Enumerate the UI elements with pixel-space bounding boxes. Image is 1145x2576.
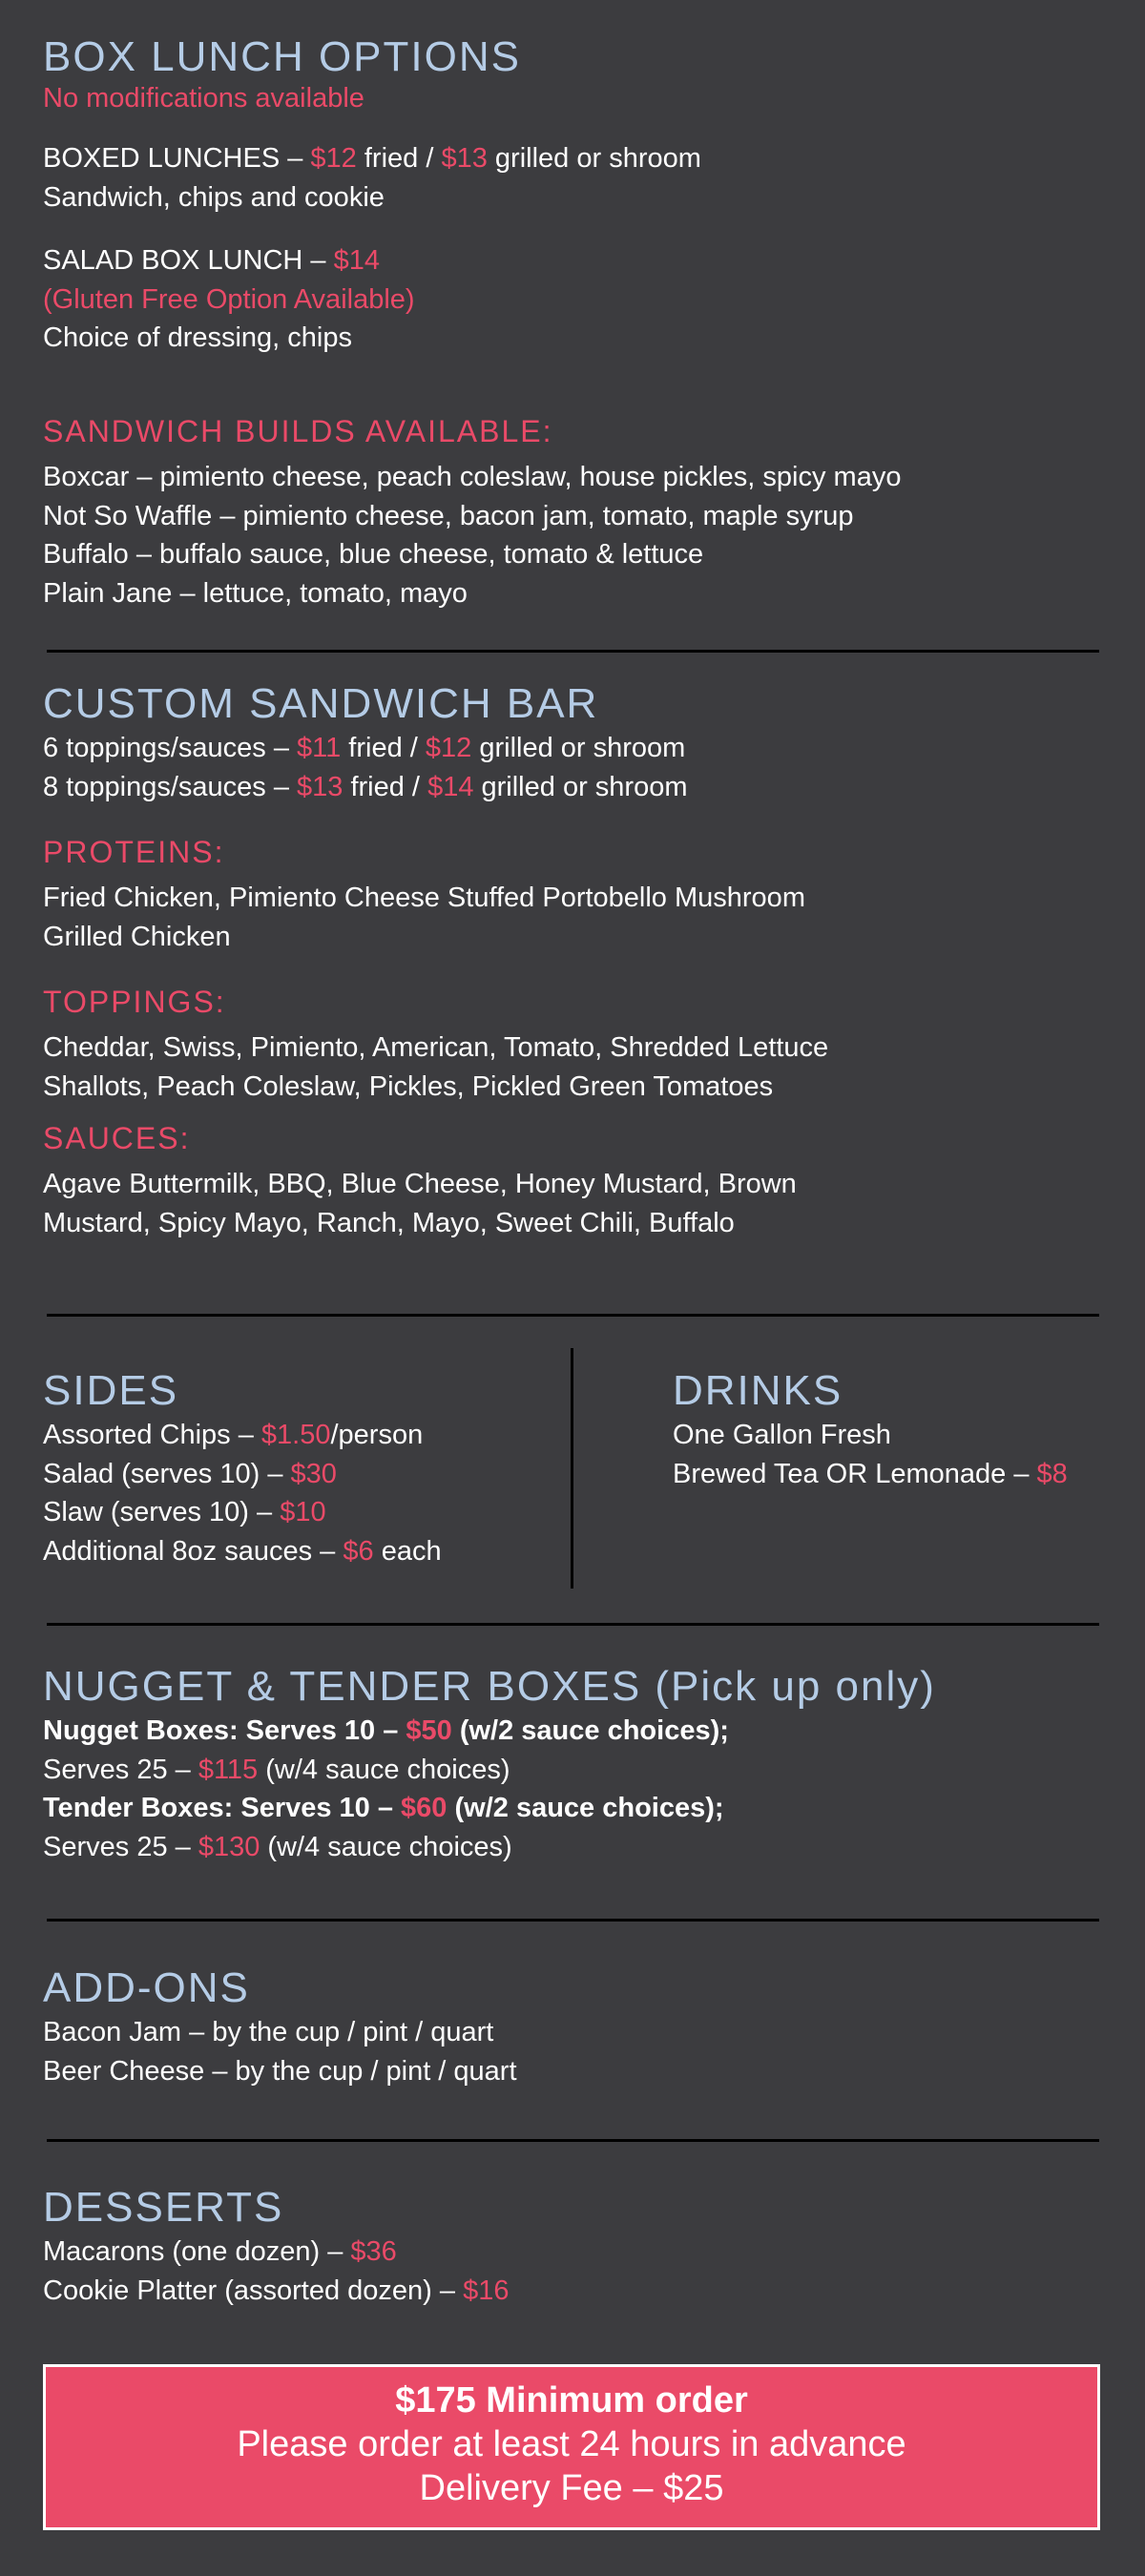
protein-line: Grilled Chicken (43, 921, 231, 952)
build-item: Plain Jane – lettuce, tomato, mayo (43, 577, 468, 609)
boxed-lunches-line: BOXED LUNCHES – $12 fried / $13 grilled or shroom (43, 143, 701, 174)
eight-toppings-line: 8 toppings/sauces – $13 fried / $14 grilled or shroom (43, 771, 688, 802)
divider (47, 1623, 1099, 1626)
proteins-title: PROTEINS: (43, 835, 225, 869)
nugget-tender-section (43, 1662, 936, 1866)
drinks-line: Brewed Tea OR Lemonade – $8 (673, 1458, 1068, 1489)
custom-sandwich-section (43, 679, 828, 1242)
side-item: Slaw (serves 10) – $10 (43, 1497, 326, 1527)
nugget-line: Serves 25 – $115 (w/4 sauce choices) (43, 1754, 510, 1785)
desserts-section (43, 2183, 509, 2310)
build-item: Not So Waffle – pimiento cheese, bacon jam, tomato, maple syrup (43, 500, 854, 531)
salad-box-line: SALAD BOX LUNCH – $14 (43, 245, 380, 276)
dessert-item: Macarons (one dozen) – $36 (43, 2236, 397, 2267)
sides-title: SIDES (43, 1367, 179, 1414)
advance-order-text: Please order at least 24 hours in advance (237, 2424, 906, 2464)
desserts-title: DESSERTS (43, 2184, 284, 2231)
sauces-title: SAUCES: (43, 1121, 191, 1155)
build-item: Boxcar – pimiento cheese, peach coleslaw, house pickles, spicy mayo (43, 462, 902, 492)
side-item: Additional 8oz sauces – $6 each (43, 1535, 442, 1567)
custom-sandwich-title: CUSTOM SANDWICH BAR (43, 680, 599, 727)
sauce-line: Mustard, Spicy Mayo, Ranch, Mayo, Sweet Chili, Buffalo (43, 1207, 735, 1238)
divider (47, 1314, 1099, 1317)
addons-section (43, 1963, 517, 2090)
sauce-line: Agave Buttermilk, BBQ, Blue Cheese, Honey Mustard, Brown (43, 1169, 797, 1199)
vertical-divider (571, 1348, 573, 1589)
nugget-line: Nugget Boxes: Serves 10 – $50 (w/2 sauce choices); (43, 1715, 729, 1746)
addon-item: Beer Cheese – by the cup / pint / quart (43, 2055, 517, 2087)
sandwich-builds-section (43, 412, 901, 613)
boxed-lunches-desc: Sandwich, chips and cookie (43, 181, 385, 213)
six-toppings-line: 6 toppings/sauces – $11 fried / $12 grilled or shroom (43, 733, 686, 763)
protein-line: Fried Chicken, Pimiento Cheese Stuffed Portobello Mushroom (43, 883, 805, 913)
dessert-item: Cookie Platter (assorted dozen) – $16 (43, 2275, 510, 2306)
addon-item: Bacon Jam – by the cup / pint / quart (43, 2017, 494, 2047)
minimum-order-text: $175 Minimum order (395, 2380, 748, 2420)
salad-box-desc: Choice of dressing, chips (43, 322, 352, 353)
sandwich-builds-title: SANDWICH BUILDS AVAILABLE: (43, 414, 553, 448)
tender-line: Serves 25 – $130 (w/4 sauce choices) (43, 1831, 512, 1862)
drinks-line: One Gallon Fresh (673, 1420, 891, 1450)
addons-title: ADD-ONS (43, 1964, 250, 2011)
build-item: Buffalo – buffalo sauce, blue cheese, tomato & lettuce (43, 539, 704, 570)
side-item: Salad (serves 10) – $30 (43, 1458, 337, 1489)
divider (47, 1919, 1099, 1922)
topping-line: Cheddar, Swiss, Pimiento, American, Tomato, Shredded Lettuce (43, 1032, 829, 1063)
drinks-title: DRINKS (673, 1367, 843, 1414)
side-item: Assorted Chips – $1.50/person (43, 1420, 424, 1450)
sides-section (43, 1366, 442, 1570)
divider (47, 650, 1099, 653)
delivery-fee-text: Delivery Fee – $25 (419, 2468, 724, 2508)
minimum-order-banner (43, 2364, 1100, 2530)
topping-line: Shallots, Peach Coleslaw, Pickles, Pickled Green Tomatoes (43, 1070, 774, 1102)
box-lunch-section (43, 32, 701, 358)
toppings-title: TOPPINGS: (43, 985, 226, 1019)
divider (47, 2139, 1099, 2142)
box-lunch-title: BOX LUNCH OPTIONS (43, 33, 521, 80)
gluten-free-note: (Gluten Free Option Available) (43, 283, 415, 315)
tender-line: Tender Boxes: Serves 10 – $60 (w/2 sauce choices); (43, 1793, 724, 1823)
nugget-tender-title: NUGGET & TENDER BOXES (Pick up only) (43, 1663, 936, 1710)
no-modifications-note: No modifications available (43, 83, 364, 114)
drinks-section (673, 1366, 1068, 1493)
